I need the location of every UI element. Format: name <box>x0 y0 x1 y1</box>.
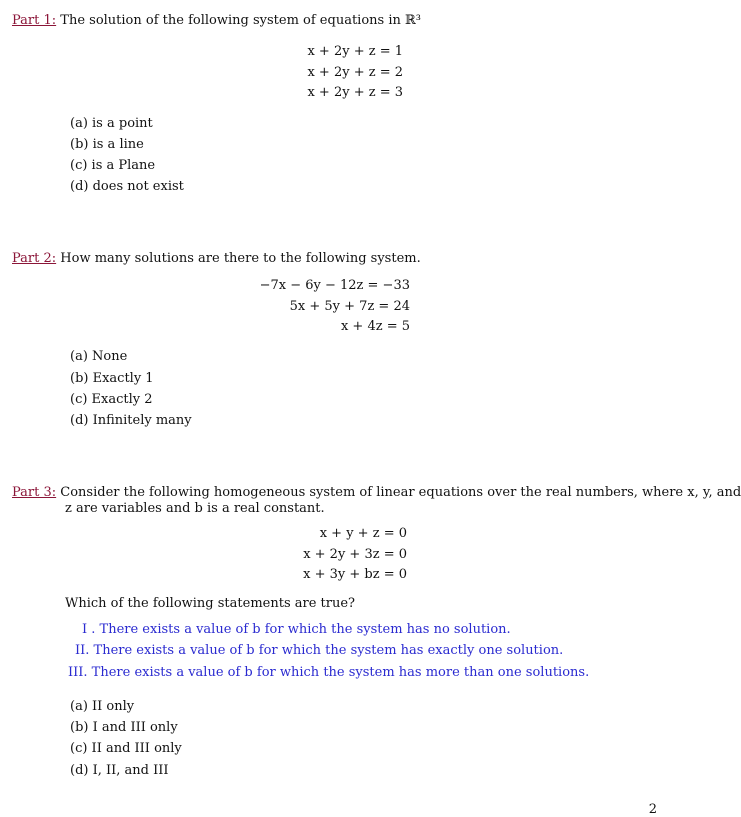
part3-statement-3: III. There exists a value of b for which the system has more than one solutions. <box>68 665 590 680</box>
part3-choice-b[interactable]: (b) I and III only <box>70 720 178 735</box>
part3-prompt-line2: z are variables and b is a real constant. <box>65 501 325 516</box>
part2-choice-d[interactable]: (d) Infinitely many <box>70 413 192 428</box>
part2-equation-2: 5x + 5y + 7z = 24 <box>289 298 410 314</box>
part1-equations <box>307 42 403 104</box>
part1-equation-1: x + 2y + z = 1 <box>307 44 403 59</box>
page-number: 2 <box>648 802 657 817</box>
part3-equation-2: x + 2y + 3z = 0 <box>303 546 407 562</box>
part2-prompt: How many solutions are there to the following system. <box>60 251 421 266</box>
part2-choice-c[interactable]: (c) Exactly 2 <box>70 392 153 407</box>
part3-question: Which of the following statements are true? <box>65 596 356 611</box>
part2-equation-1: −7x − 6y − 12z = −33 <box>259 278 410 293</box>
part1-equation-2: x + 2y + z = 2 <box>307 64 403 80</box>
part1-heading <box>12 13 421 28</box>
part3-statement-1: I . There exists a value of b for which the system has no solution. <box>82 622 511 637</box>
part1-choice-d[interactable]: (d) does not exist <box>70 179 184 194</box>
part1-prompt: The solution of the following system of equations in ℝ³ <box>60 13 422 28</box>
part2-equations <box>260 276 410 338</box>
part2-heading <box>12 251 421 266</box>
part1-choice-a[interactable]: (a) is a point <box>70 116 153 131</box>
part3-heading <box>12 485 741 500</box>
part3-choice-a[interactable]: (a) II only <box>70 699 135 714</box>
part3-prompt-line1: Consider the following homogeneous system of linear equations over the real numbers, where x, y, and <box>60 485 741 500</box>
part3-equation-1: x + y + z = 0 <box>319 526 407 541</box>
part3-choice-d[interactable]: (d) I, II, and III <box>70 763 169 778</box>
part1-choice-c[interactable]: (c) is a Plane <box>70 158 156 173</box>
part2-equation-3: x + 4z = 5 <box>340 319 410 334</box>
part2-choice-b[interactable]: (b) Exactly 1 <box>70 371 154 386</box>
part3-equation-3: x + 3y + bz = 0 <box>303 567 407 582</box>
part1-equation-3: x + 2y + z = 3 <box>307 85 403 100</box>
part1-choice-b[interactable]: (b) is a line <box>70 137 144 152</box>
part2-label: Part 2: <box>12 251 57 266</box>
part3-choice-c[interactable]: (c) II and III only <box>70 741 182 756</box>
part1-label: Part 1: <box>12 13 57 28</box>
part2-choice-a[interactable]: (a) None <box>70 349 128 364</box>
part3-equations <box>303 524 407 586</box>
part3-label: Part 3: <box>12 485 57 500</box>
part3-statement-2: II. There exists a value of b for which the system has exactly one solution. <box>75 643 564 658</box>
